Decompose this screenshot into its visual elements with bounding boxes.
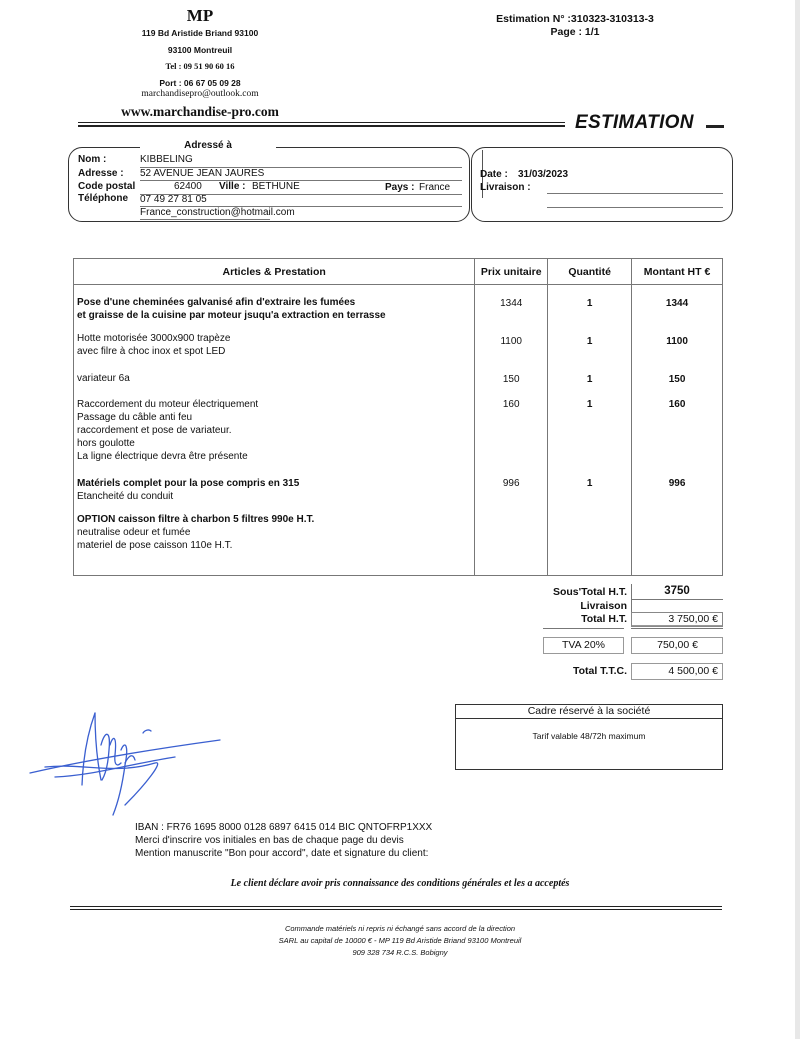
- cadre-title: Cadre réservé à la société: [527, 705, 651, 717]
- row-qte: 1: [548, 393, 632, 471]
- client-email[interactable]: France_construction@hotmail.com: [140, 207, 295, 218]
- col-header-articles: Articles & Prestation: [74, 259, 475, 285]
- company-name: MP: [186, 6, 214, 25]
- table-row: [74, 393, 723, 471]
- mention-text: Mention manuscrite "Bon pour accord", date et signature du client:: [135, 848, 429, 859]
- date-value: 31/03/2023: [518, 169, 569, 180]
- row-line: Matériels complet pour la pose compris en 315: [77, 477, 300, 489]
- ttc-value: 4 500,00 €: [631, 663, 723, 680]
- company-website[interactable]: www.marchandise-pro.com: [121, 104, 279, 119]
- merci-text: Merci d'inscrire vos initiales en bas de chaque page du devis: [135, 835, 404, 846]
- table-header-row: [74, 259, 723, 285]
- row-qte: 1: [548, 471, 632, 509]
- cp-label: Code postal: [78, 181, 136, 192]
- row-line: neutralise odeur et fumée: [77, 526, 191, 538]
- row-prix: 150: [475, 367, 548, 393]
- table-row: [74, 285, 723, 329]
- client-name: KIBBELING: [140, 154, 193, 165]
- row-montant: 1344: [632, 285, 723, 329]
- table-row: [74, 471, 723, 509]
- row-line: La ligne électrique devra être présente: [77, 450, 248, 462]
- table-row: [74, 509, 723, 576]
- tva-label: TVA 20%: [543, 637, 624, 654]
- address-title: Adressé à: [184, 140, 232, 151]
- company-address: 119 Bd Aristide Briand 93100: [141, 28, 259, 38]
- row-montant: 1100: [632, 329, 723, 367]
- col-header-montant: Montant HT €: [632, 259, 723, 285]
- company-email: marchandisepro@outlook.com: [141, 89, 259, 99]
- row-qte: [548, 509, 632, 576]
- row-line: hors goulotte: [77, 437, 135, 449]
- signature-image: [25, 705, 230, 830]
- total-ht-value: 3 750,00 €: [631, 612, 723, 626]
- client-postal-code: 62400: [174, 181, 202, 192]
- livraison-label: Livraison :: [480, 182, 531, 193]
- livraison-total-label: Livraison: [580, 600, 627, 612]
- row-line: Pose d'une cheminées galvanisé afin d'extraire les fumées: [77, 297, 356, 308]
- doc-title: ESTIMATION: [575, 112, 694, 133]
- conditions-text: Le client déclare avoir pris connaissance des conditions générales et les a acceptés: [230, 878, 570, 889]
- adresse-label: Adresse :: [78, 168, 124, 179]
- items-table: [73, 258, 723, 576]
- row-qte: 1: [548, 367, 632, 393]
- ville-label: Ville :: [219, 181, 246, 192]
- client-city: BETHUNE: [252, 181, 300, 192]
- client-country: France: [419, 182, 451, 193]
- row-montant: 996: [632, 471, 723, 509]
- legal-line-3: 909 328 734 R.C.S. Bobigny: [352, 948, 448, 957]
- col-header-prix: Prix unitaire: [475, 259, 548, 285]
- row-prix: 1100: [475, 329, 548, 367]
- row-line: materiel de pose caisson 110e H.T.: [77, 539, 233, 551]
- row-qte: 1: [548, 285, 632, 329]
- tva-value: 750,00 €: [631, 637, 723, 654]
- title-dash: [706, 125, 724, 128]
- client-phone: 07 49 27 81 05: [140, 194, 207, 205]
- nom-label: Nom :: [78, 154, 107, 165]
- table-row: [74, 329, 723, 367]
- company-port: Port : 06 67 05 09 28: [159, 78, 241, 88]
- date-label: Date :: [480, 169, 508, 180]
- row-line: variateur 6a: [77, 372, 130, 384]
- row-prix: 160: [475, 393, 548, 471]
- pays-label: Pays :: [385, 182, 415, 193]
- row-montant: 150: [632, 367, 723, 393]
- sous-total-value: 3750: [664, 585, 690, 597]
- header-rule-thick: [78, 125, 565, 127]
- row-prix: [475, 509, 548, 576]
- row-qte: 1: [548, 329, 632, 367]
- row-line: raccordement et pose de variateur.: [77, 424, 232, 436]
- row-line: Raccordement du moteur électriquement: [77, 398, 259, 410]
- header-rule: [78, 122, 565, 123]
- row-montant: [632, 509, 723, 576]
- row-line: OPTION caisson filtre à charbon 5 filtres 990e H.T.: [77, 513, 315, 525]
- cadre-text: Tarif valable 48/72h maximum: [532, 731, 646, 741]
- row-line: Etancheité du conduit: [77, 490, 174, 502]
- row-line: et graisse de la cuisine par moteur jsuqu'a extraction en terrasse: [77, 310, 386, 321]
- page-number: Page : 1/1: [550, 26, 600, 38]
- sous-total-label: Sous'Total H.T.: [552, 586, 627, 598]
- table-row: [74, 367, 723, 393]
- total-ht-label: Total H.T.: [581, 613, 627, 625]
- legal-line-1: Commande matériels ni repris ni échangé sans accord de la direction: [284, 924, 516, 933]
- iban: IBAN : FR76 1695 8000 0128 6897 6415 014 BIC QNTOFRP1XXX: [135, 822, 433, 833]
- row-montant: 160: [632, 393, 723, 471]
- row-prix: 1344: [475, 285, 548, 329]
- company-city: 93100 Montreuil: [167, 45, 233, 55]
- ttc-label: Total T.T.C.: [572, 665, 627, 677]
- legal-line-2: SARL au capital de 10000 € - MP 119 Bd Aristide Briand 93100 Montreuil: [278, 936, 522, 945]
- col-header-quantite: Quantité: [548, 259, 632, 285]
- footer-rule: [70, 906, 722, 907]
- row-line: Hotte motorisée 3000x900 trapèze: [77, 332, 231, 344]
- page-edge: [795, 0, 800, 1039]
- client-address: 52 AVENUE JEAN JAURES: [140, 168, 265, 179]
- telephone-label: Téléphone: [78, 193, 129, 204]
- row-line: avec filre à choc inox et spot LED: [77, 345, 226, 357]
- estimation-number: Estimation N° :310323-310313-3: [496, 13, 654, 25]
- row-prix: 996: [475, 471, 548, 509]
- company-tel: Tel : 09 51 90 60 16: [165, 61, 235, 71]
- row-line: Passage du câble anti feu: [77, 411, 193, 423]
